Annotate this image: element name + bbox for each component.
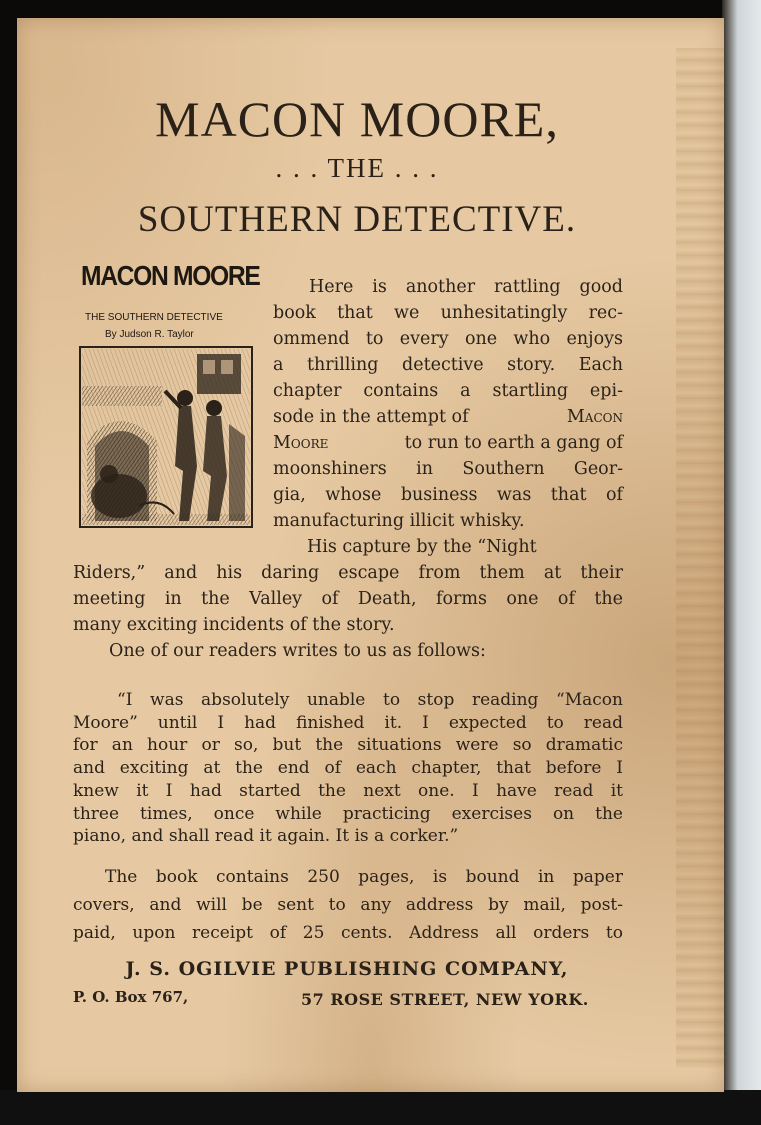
offer-line: covers, and will be sent to any address by mail, post- bbox=[73, 895, 623, 915]
intro-line bbox=[273, 430, 623, 456]
intro-line: chapter contains a startling epi- bbox=[273, 381, 623, 401]
intro-text: sode in the attempt of bbox=[273, 407, 469, 427]
scan-background-right bbox=[722, 0, 761, 1125]
book-cover-illustration bbox=[79, 260, 260, 528]
offer-line: The book contains 250 pages, is bound in paper bbox=[105, 867, 623, 887]
intro-line: manufacturing illicit whisky. bbox=[273, 511, 525, 531]
capture-line: His capture by the “Night bbox=[307, 537, 537, 557]
page-title: MACON MOORE, bbox=[155, 91, 559, 147]
reader-intro: One of our readers writes to us as follows: bbox=[109, 641, 486, 661]
publisher-name: J. S. OGILVIE PUBLISHING COMPANY, bbox=[125, 958, 569, 980]
cover-title: MACON MOORE bbox=[81, 260, 260, 291]
capture-paragraph bbox=[73, 534, 623, 638]
reader-quote bbox=[73, 689, 623, 848]
quote-line: for an hour or so, but the situations were so dramatic bbox=[73, 735, 623, 756]
offer-line: paid, upon receipt of 25 cents. Address all orders to bbox=[73, 923, 623, 943]
title-connector: . . . THE . . . bbox=[275, 153, 439, 183]
intro-line: moonshiners in Southern Geor- bbox=[273, 459, 623, 479]
capture-line: many exciting incidents of the story. bbox=[73, 615, 395, 635]
intro-line: a thrilling detective story. Each bbox=[273, 355, 623, 375]
quote-line: piano, and shall read it again. It is a corker.” bbox=[73, 826, 459, 847]
intro-text: to run to earth a gang of bbox=[404, 433, 623, 453]
cover-author: By Judson R. Taylor bbox=[105, 329, 194, 340]
quote-line: Moore” until I had finished it. I expected to read bbox=[73, 712, 623, 733]
scan-background-bottom bbox=[0, 1090, 761, 1125]
page-subtitle: SOUTHERN DETECTIVE. bbox=[137, 199, 577, 240]
quote-line: knew it I had started the next one. I have read it bbox=[73, 780, 623, 801]
intro-line: Here is another rattling good bbox=[309, 277, 623, 297]
cover-subtitle: THE SOUTHERN DETECTIVE bbox=[85, 312, 223, 323]
intro-paragraph bbox=[273, 274, 623, 534]
intro-character-name: Macon bbox=[566, 407, 623, 427]
intro-line bbox=[273, 404, 623, 430]
engraving-illustration bbox=[79, 346, 253, 528]
advertisement-page bbox=[17, 18, 724, 1092]
quote-line: three times, once while practicing exercises on the bbox=[73, 803, 623, 824]
intro-line: ommend to every one who enjoys bbox=[273, 329, 623, 349]
publisher-po-box: P. O. Box 767, bbox=[73, 988, 189, 1006]
quote-line: “I was absolutely unable to stop reading “Macon bbox=[117, 690, 623, 710]
capture-line: Riders,” and his daring escape from them at their bbox=[73, 563, 623, 583]
intro-character-name: Moore bbox=[273, 433, 329, 453]
capture-line: meeting in the Valley of Death, forms one of the bbox=[73, 589, 623, 609]
publisher-street: 57 ROSE STREET, NEW YORK. bbox=[301, 990, 589, 1009]
intro-line: book that we unhesitatingly rec- bbox=[273, 303, 623, 323]
quote-line: and exciting at the end of each chapter, that before I bbox=[73, 758, 623, 779]
intro-line: gia, whose business was that of bbox=[273, 485, 623, 505]
offer-paragraph bbox=[73, 863, 623, 947]
